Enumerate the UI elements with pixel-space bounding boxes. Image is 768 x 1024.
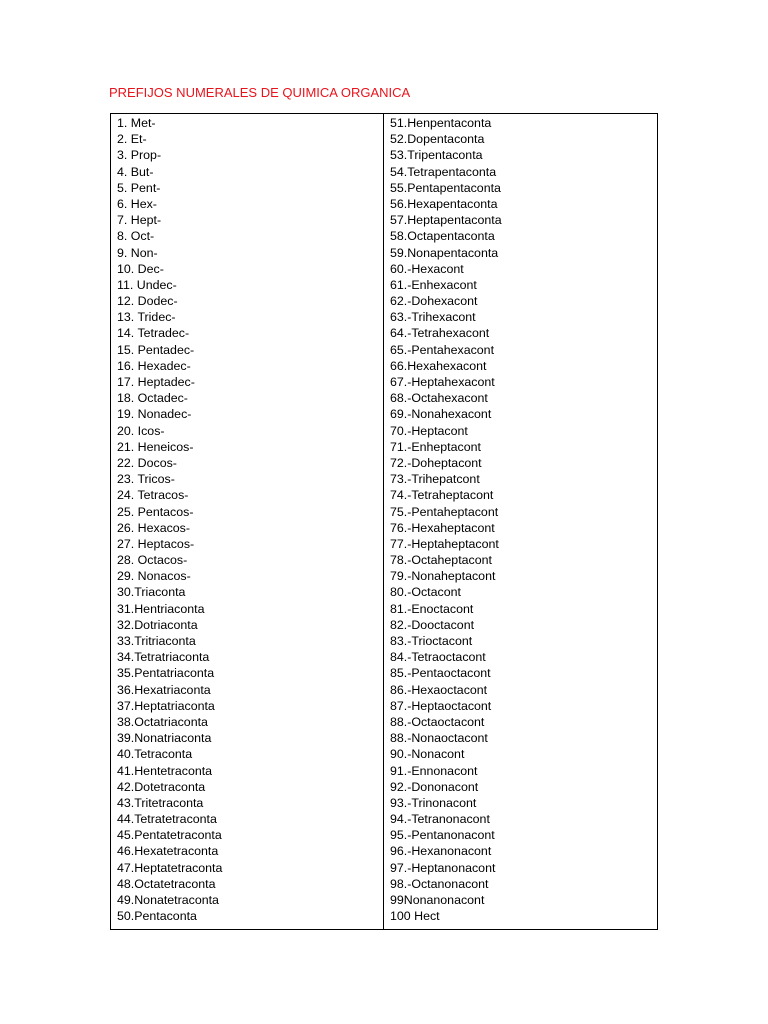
prefix-item: 40.Tetraconta [117,747,193,762]
prefix-item: 36.Hexatriaconta [117,682,211,697]
prefix-item: 38.Octatriaconta [117,714,208,729]
prefix-item: 49.Nonatetraconta [117,893,219,907]
prefix-item: 59.Nonapentaconta [390,245,499,260]
prefix-table [110,113,658,930]
prefix-item: 65.-Pentahexacont [390,342,495,357]
prefix-item: 83.-Trioctacont [390,634,473,648]
prefix-item: 45.Pentatetraconta [117,828,222,843]
prefix-item: 72.-Doheptacont [390,455,482,470]
prefix-item: 91.-Ennonacont [390,763,478,778]
right-prefix-list [390,115,657,924]
prefix-item: 95.-Pentanonacont [390,828,495,843]
prefix-item: 15. Pentadec- [117,342,195,357]
prefix-item: 12. Dodec- [117,294,178,309]
prefix-item: 23. Tricos- [117,472,175,487]
prefix-item: 82.-Dooctacont [390,617,475,632]
document-title: PREFIJOS NUMERALES DE QUIMICA ORGANICA [109,85,411,100]
prefix-item: 71.-Enheptacont [390,439,481,454]
prefix-item: 60.-Hexacont [390,261,464,276]
prefix-item: 17. Heptadec- [117,375,195,389]
prefix-item: 84.-Tetraoctacont [390,650,486,665]
prefix-item: 80.-Octacont [390,585,461,600]
left-column [111,114,384,929]
prefix-item: 1. Met- [117,116,156,130]
prefix-item: 8. Oct- [117,229,155,244]
prefix-item: 100 Hect [390,909,440,924]
right-column [384,114,657,929]
prefix-item: 5. Pent- [117,180,161,195]
prefix-item: 85.-Pentaoctacont [390,666,491,681]
prefix-item: 93.-Trinonacont [390,795,477,810]
prefix-item: 67.-Heptahexacont [390,375,495,389]
prefix-item: 16. Hexadec- [117,358,191,373]
prefix-item: 87.-Heptaoctacont [390,698,492,713]
prefix-item: 74.-Tetraheptacont [390,488,494,503]
prefix-item: 64.-Tetrahexacont [390,326,490,341]
prefix-item: 76.-Hexaheptacont [390,520,495,535]
prefix-item: 19. Nonadec- [117,407,192,422]
prefix-item: 22. Docos- [117,455,177,470]
prefix-item: 99Nonanonacont [390,893,485,907]
prefix-item: 2. Et- [117,132,147,147]
prefix-item: 6. Hex- [117,196,157,211]
prefix-item: 14. Tetradec- [117,326,190,341]
prefix-item: 39.Nonatriaconta [117,731,212,746]
prefix-item: 66.Hexahexacont [390,358,487,373]
prefix-item: 98.-Octanonacont [390,876,489,891]
prefix-item: 78.-Octaheptacont [390,553,492,568]
prefix-item: 20. Icos- [117,423,165,438]
prefix-item: 9. Non- [117,245,158,260]
prefix-item: 35.Pentatriaconta [117,666,215,681]
left-prefix-list [117,115,383,924]
prefix-item: 41.Hentetraconta [117,763,213,778]
prefix-item: 56.Hexapentaconta [390,196,498,211]
prefix-item: 58.Octapentaconta [390,229,495,244]
prefix-item: 32.Dotriaconta [117,617,198,632]
prefix-item: 86.-Hexaoctacont [390,682,488,697]
prefix-item: 68.-Octahexacont [390,391,488,406]
prefix-item: 52.Dopentaconta [390,132,485,147]
prefix-item: 3. Prop- [117,148,162,163]
prefix-item: 26. Hexacos- [117,520,191,535]
prefix-item: 54.Tetrapentaconta [390,164,497,179]
prefix-item: 53.Tripentaconta [390,148,483,163]
prefix-item: 63.-Trihexacont [390,310,476,325]
prefix-item: 55.Pentapentaconta [390,180,501,195]
prefix-item: 79.-Nonaheptacont [390,569,496,584]
prefix-item: 47.Heptatetraconta [117,860,223,875]
prefix-item: 43.Tritetraconta [117,795,204,810]
prefix-item: 24. Tetracos- [117,488,189,503]
prefix-item: 33.Tritriaconta [117,634,196,648]
prefix-item: 30.Triaconta [117,585,186,600]
prefix-item: 77.-Heptaheptacont [390,536,499,551]
prefix-item: 94.-Tetranonacont [390,812,490,827]
prefix-item: 18. Octadec- [117,391,188,406]
prefix-item: 34.Tetratriaconta [117,650,210,665]
prefix-item: 31.Hentriaconta [117,601,205,616]
prefix-item: 25. Pentacos- [117,504,194,519]
prefix-item: 27. Heptacos- [117,536,195,551]
prefix-item: 10. Dec- [117,261,164,276]
prefix-item: 42.Dotetraconta [117,779,206,794]
prefix-item: 11. Undec- [117,277,177,292]
prefix-item: 50.Pentaconta [117,909,197,924]
prefix-item: 29. Nonacos- [117,569,191,584]
prefix-item: 44.Tetratetraconta [117,812,217,827]
prefix-item: 96.-Hexanonacont [390,844,492,859]
prefix-item: 75.-Pentaheptacont [390,504,499,519]
prefix-item: 69.-Nonahexacont [390,407,492,422]
prefix-item: 4. But- [117,164,154,179]
prefix-item: 90.-Nonacont [390,747,465,762]
prefix-item: 81.-Enoctacont [390,601,474,616]
prefix-item: 88.-Nonaoctacont [390,731,488,746]
prefix-item: 46.Hexatetraconta [117,844,219,859]
prefix-item: 62.-Dohexacont [390,294,478,309]
prefix-item: 21. Heneicos- [117,439,194,454]
prefix-item: 70.-Heptacont [390,423,468,438]
prefix-item: 37.Heptatriaconta [117,698,215,713]
prefix-item: 97.-Heptanonacont [390,860,496,875]
prefix-item: 48.Octatetraconta [117,876,216,891]
prefix-item: 28. Octacos- [117,553,188,568]
prefix-item: 73.-Trihepatcont [390,472,480,487]
prefix-item: 57.Heptapentaconta [390,213,502,228]
prefix-item: 92.-Dononacont [390,779,479,794]
prefix-item: 13. Tridec- [117,310,176,325]
prefix-item: 7. Hept- [117,213,162,228]
prefix-item: 51.Henpentaconta [390,116,492,130]
prefix-item: 61.-Enhexacont [390,277,477,292]
prefix-item: 88.-Octaoctacont [390,714,485,729]
